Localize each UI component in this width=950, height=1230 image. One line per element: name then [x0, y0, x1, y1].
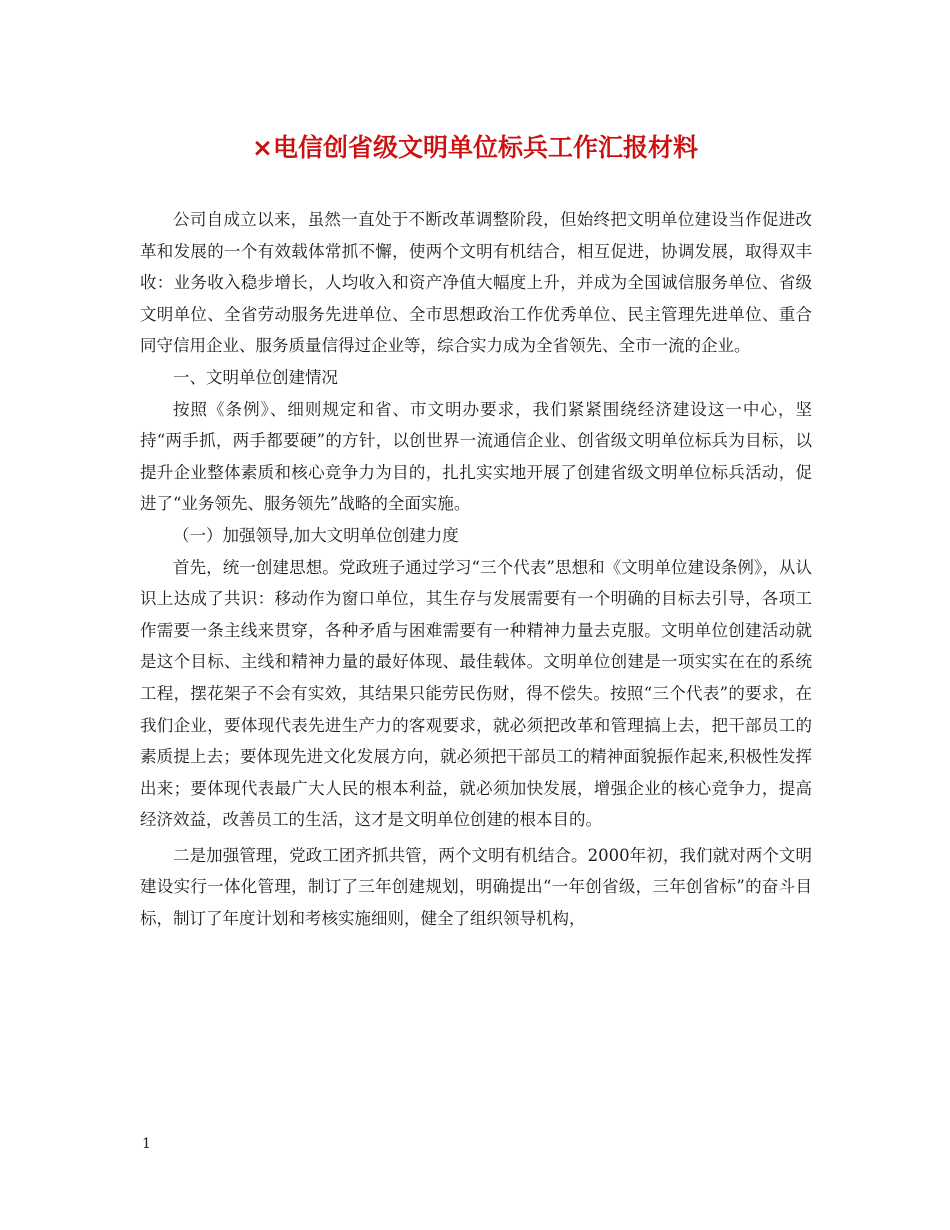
paragraph-first-point: 首先，统一创建思想。党政班子通过学习“三个代表”思想和《文明单位建设条例》，从认识上达成了共识：移动作为窗口单位，其生存与发展需要有一个明确的目标去引导，各项工作需要一条主线来贯穿，各种矛盾与困难需要有一种精神力量去克服。文明单位创建活动就是这个目标、主线和精神力量的最好体现、最佳载体。文明单位创建是一项实实在在的系统工程，摆花架子不会有实效，其结果只能劳民伤财，得不偿失。按照“三个代表”的要求，在我们企业，要体现代表先进生产力的客观要求，就必须把改革和管理搞上去，把干部员工的素质提上去；要体现先进文化发展方向，就必须把干部员工的精神面貌振作起来,积极性发挥出来；要体现代表最广大人民的根本利益，就必须加快发展，增强企业的核心竞争力，提高经济效益，改善员工的生活，这才是文明单位创建的根本目的。 — [140, 557, 812, 830]
paragraph-second-point: 二是加强管理，党政工团齐抓共管，两个文明有机结合。2000年初，我们就对两个文明建设实行一体化管理，制订了三年创建规划，明确提出“一年创省级，三年创省标”的奋斗目标，制订了年度计划和考核实施细则，健全了组织领导机构， — [140, 845, 812, 929]
section-heading-1: 一、文明单位创建情况 — [173, 367, 338, 387]
document-body — [140, 204, 812, 935]
page-number: 1 — [142, 1136, 151, 1152]
subsection-heading-1: （一）加强领导,加大文明单位创建力度 — [173, 525, 459, 545]
paragraph-section-1: 按照《条例》、细则规定和省、市文明办要求，我们紧紧围绕经济建设这一中心，坚持“两手抓，两手都要硬”的方针，以创世界一流通信企业、创省级文明单位标兵为目标，以提升企业整体素质和核心竞争力为目的，扎扎实实地开展了创建省级文明单位标兵活动，促进了“业务领先、服务领先”战略的全面实施。 — [140, 399, 812, 514]
document-title: ×电信创省级文明单位标兵工作汇报材料 — [252, 133, 698, 162]
paragraph-intro: 公司自成立以来，虽然一直处于不断改革调整阶段，但始终把文明单位建设当作促进改革和发展的一个有效载体常抓不懈，使两个文明有机结合，相互促进，协调发展，取得双丰收：业务收入稳步增长，人均收入和资产净值大幅度上升，并成为全国诚信服务单位、省级文明单位、全省劳动服务先进单位、全市思想政治工作优秀单位、民主管理先进单位、重合同守信用企业、服务质量信得过企业等，综合实力成为全省领先、全市一流的企业。 — [140, 210, 812, 356]
